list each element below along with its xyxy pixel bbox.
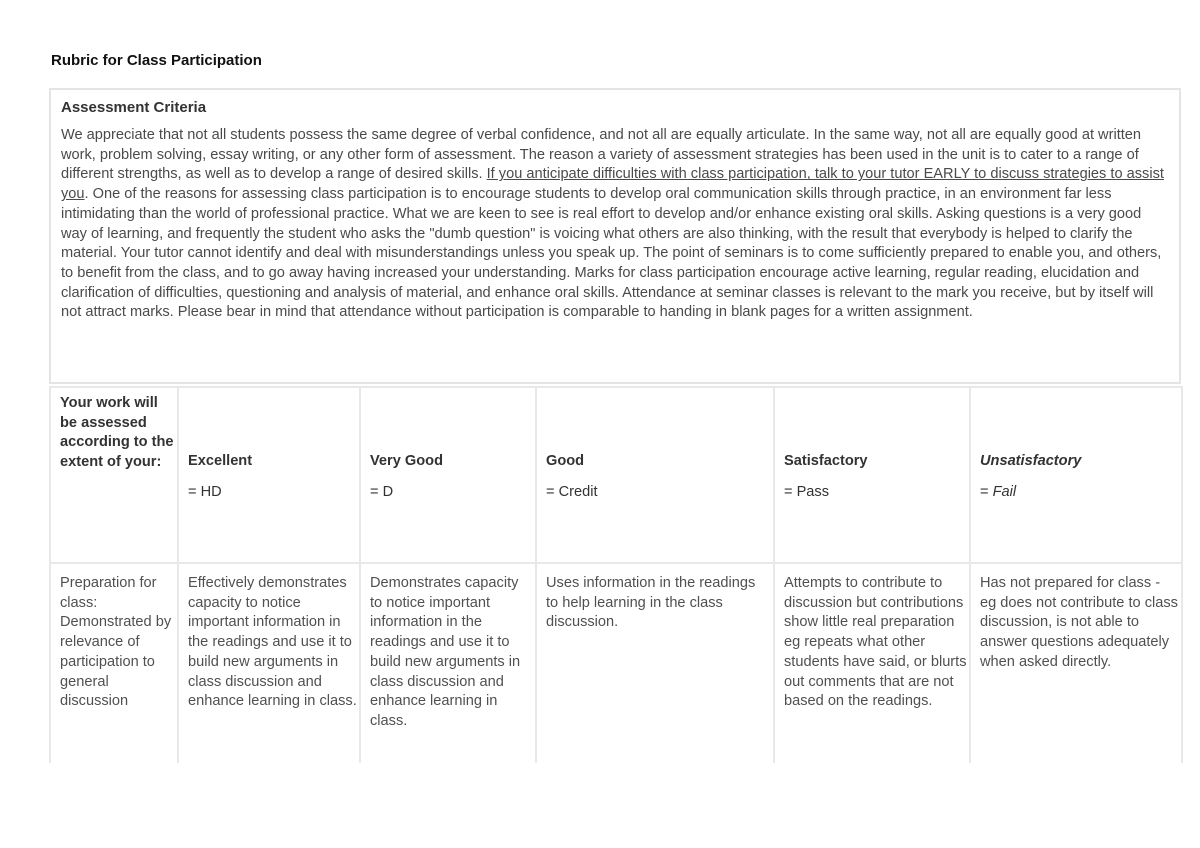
document-title: Rubric for Class Participation: [51, 52, 262, 69]
criterion-column-header: Your work will be assessed according to the extent of your:: [50, 387, 178, 563]
grade-name: Good: [546, 453, 585, 469]
grade-header-very-good: [360, 387, 536, 563]
descriptor-cell-good: Uses information in the readings to help learning in the class discussion.: [536, 563, 774, 763]
grade-name: Unsatisfactory: [980, 453, 1082, 469]
rubric-header-row: [50, 387, 1182, 563]
grade-header-satisfactory: [774, 387, 970, 563]
criteria-text-part-2: . One of the reasons for assessing class participation is to encourage students to develop oral communication skills through practice, in an environment far less intimidating than the world of professional practice. What we are keen to see is real effort to develop and/or enhance existing oral skills. Asking questions is a very good way of learning, and frequently the student who asks the "dumb question" is voicing what others are also thinking, with the result that everybody is helped to clarify the material. Your tutor cannot identify and deal with misunderstandings unless you speak up. The point of seminars is to come sufficiently prepared to enable you, and others, to benefit from the class, and to go away having increased your understanding. Marks for class participation encourage active learning, regular reading, elucidation and clarification of difficulties, questioning and analysis of material, and enhance oral skills. Attendance at seminar classes is relevant to the mark you receive, but by itself will not attract marks. Please bear in mind that attendance without participation is comparable to handing in blank pages for a written assignment.: [61, 186, 1162, 321]
grade-name: Satisfactory: [784, 453, 868, 469]
grade-name: Excellent: [188, 453, 253, 469]
grade-name: Very Good: [370, 453, 443, 469]
grade-equivalent-word: Fail: [992, 483, 1017, 500]
grade-equivalent-prefix: =: [980, 483, 993, 500]
grade-equivalent: = HD: [188, 483, 222, 500]
grade-header-good: [536, 387, 774, 563]
grade-header-excellent: [178, 387, 360, 563]
descriptor-cell-unsatisfactory: Has not prepared for class - eg does not contribute to class discussion, is not able to answer questions adequately when asked directly.: [970, 563, 1182, 763]
assessment-criteria-text: [61, 126, 1169, 323]
descriptor-cell-very-good: Demonstrates capacity to notice important information in the readings and use it to build new arguments in class discussion and enhance learning in class.: [360, 563, 536, 763]
grade-equivalent: [980, 483, 1179, 503]
grade-equivalent: = D: [370, 483, 394, 500]
criteria-text-part-1: We appreciate that not all students possess the same degree of verbal confidence, and not all are equally articulate. In the same way, not all are equally good at written work, problem solving, essay writing, or any other form of assessment. The reason a variety of assessment strategies has been used in the unit is to cater to a range of different strengths, as well as to develop a range of desired skills.: [61, 127, 1142, 183]
tutor-contact-advice: If you anticipate difficulties with class participation, talk to your tutor EARLY to discuss strategies to assist you: [61, 166, 1164, 203]
descriptor-cell-excellent: Effectively demonstrates capacity to notice important information in the readings and use it to build new arguments in class discussion and enhance learning in class.: [178, 563, 360, 763]
rubric-table: [49, 386, 1183, 763]
grade-header-unsatisfactory: [970, 387, 1182, 563]
grade-equivalent: = Credit: [546, 483, 598, 500]
descriptor-cell-satisfactory: Attempts to contribute to discussion but contributions show little real preparation eg repeats what other students have said, or blurts out comments that are not based on the readings.: [774, 563, 970, 763]
table-row: [50, 563, 1182, 763]
assessment-criteria-heading: Assessment Criteria: [61, 99, 207, 116]
grade-equivalent: = Pass: [784, 483, 830, 500]
assessment-criteria-section: [49, 88, 1181, 384]
criterion-cell: Preparation for class: Demonstrated by relevance of participation to general discussion: [50, 563, 178, 763]
